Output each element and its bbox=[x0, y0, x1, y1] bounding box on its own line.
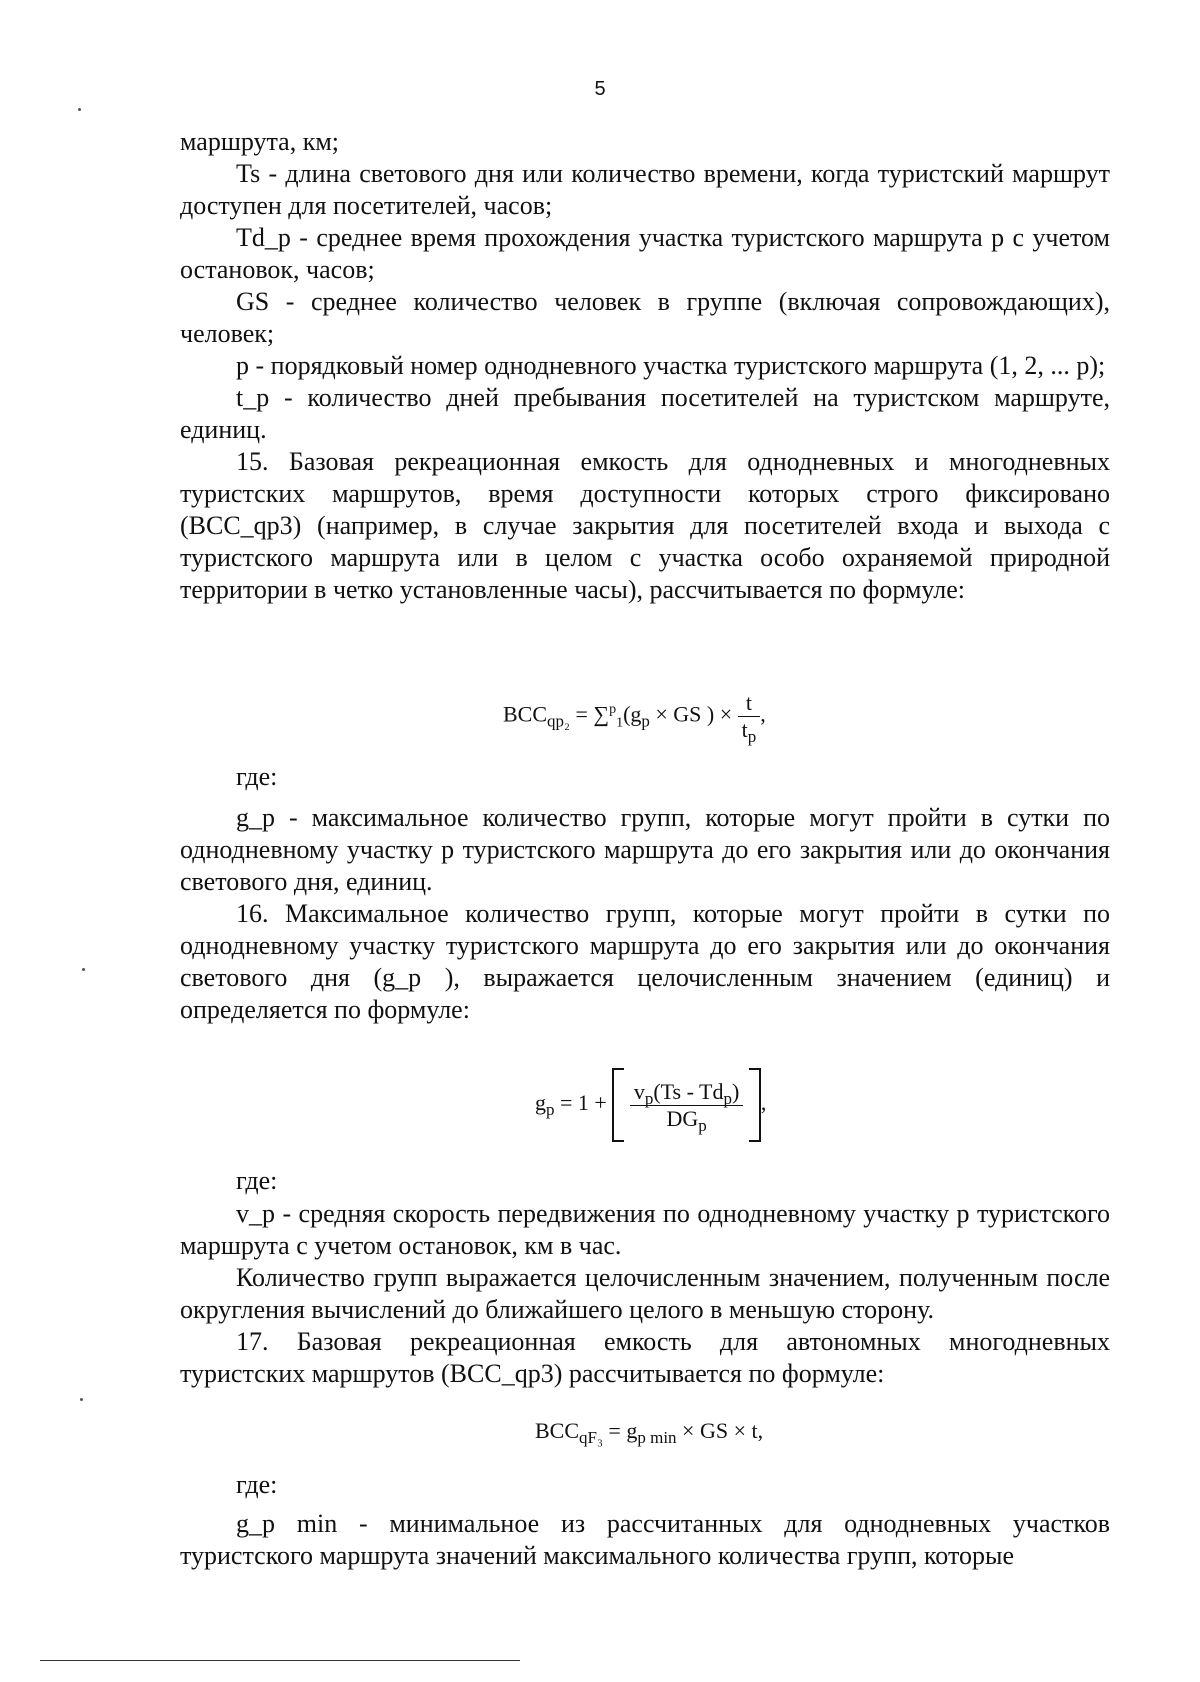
formula-gp: $g_p = 1$ + $\frac{v_p(Ts - Td_p)}{DG_p}$ , bbox=[535, 1068, 766, 1142]
where-label: где: bbox=[236, 1166, 278, 1195]
where-label: где: bbox=[236, 1470, 278, 1499]
where-label: где: bbox=[236, 762, 278, 791]
paragraph: t_p - количество дней пребывания посетителей на туристском маршруте, единиц. bbox=[180, 383, 1110, 444]
paragraph: Td_p - среднее время прохождения участка туристского маршрута p с учетом остановок, часов; bbox=[180, 223, 1110, 284]
footer-rule bbox=[40, 1660, 520, 1661]
page-number: 5 bbox=[594, 78, 606, 100]
formula-bcc-fixed: $BCC_{qp_2} = \sum^p_1(g_p$ × GS ) × $\frac{t}{t_p}$ , bbox=[503, 690, 766, 746]
scan-speck bbox=[80, 1398, 83, 1401]
paragraph: Количество групп выражается целочисленным значением, полученным после округления вычислений до ближайшего целого в меньшую сторону. bbox=[180, 1263, 1110, 1324]
paragraph: маршрута, км; bbox=[180, 127, 340, 156]
scan-speck bbox=[82, 968, 85, 971]
floor-bracket-right bbox=[749, 1068, 761, 1142]
formula-bcc-autonomous: $BCC_{qF_3} = g_{p min}$ × GS × t, bbox=[535, 1418, 764, 1447]
paragraph: p - порядковый номер однодневного участка туристского маршрута (1, 2, ... p); bbox=[236, 351, 1106, 380]
floor-bracket-left bbox=[612, 1068, 624, 1142]
paragraph: 15. Базовая рекреационная емкость для однодневных и многодневных туристских маршрутов, время доступности которых строго фиксировано (BCC_qp3) (например, в случае закрытия для посетителей входа и выхода с туристского маршрута или в целом с участка особо охраняемой природной территории в четко установленные часы), рассчитывается по формуле: bbox=[180, 447, 1110, 604]
scan-speck bbox=[78, 108, 81, 111]
paragraph: 17. Базовая рекреационная емкость для автономных многодневных туристских маршрутов (BCC_qp3) рассчитывается по формуле: bbox=[180, 1327, 1110, 1388]
paragraph: 16. Максимальное количество групп, которые могут пройти в сутки по однодневному участку туристского маршрута до его закрытия или до окончания светового дня (g_p ), выражается целочисленным значением (единиц) и определяется по формуле: bbox=[180, 899, 1110, 1024]
paragraph: g_p min - минимальное из рассчитанных для однодневных участков туристского маршрута значений максимального количества групп, которые bbox=[180, 1509, 1110, 1570]
paragraph: GS - среднее количество человек в группе (включая сопровождающих), человек; bbox=[180, 287, 1110, 348]
text-block-2 bbox=[180, 802, 1110, 1026]
text-block-1 bbox=[180, 126, 1110, 606]
text-block-3 bbox=[180, 1198, 1110, 1390]
text-block-4 bbox=[180, 1508, 1110, 1572]
paragraph: v_p - средняя скорость передвижения по однодневному участку p туристского маршрута с учетом остановок, км в час. bbox=[180, 1199, 1110, 1260]
fraction: $\frac{v_p(Ts - Td_p)}{DG_p}$ bbox=[630, 1079, 744, 1132]
paragraph: g_p - максимальное количество групп, которые могут пройти в сутки по однодневному участку p туристского маршрута до его закрытия или до окончания светового дня, единиц. bbox=[180, 803, 1110, 896]
fraction: $\frac{t}{t_p}$ bbox=[738, 690, 761, 743]
paragraph: Ts - длина светового дня или количество времени, когда туристский маршрут доступен для посетителей, часов; bbox=[180, 159, 1110, 220]
